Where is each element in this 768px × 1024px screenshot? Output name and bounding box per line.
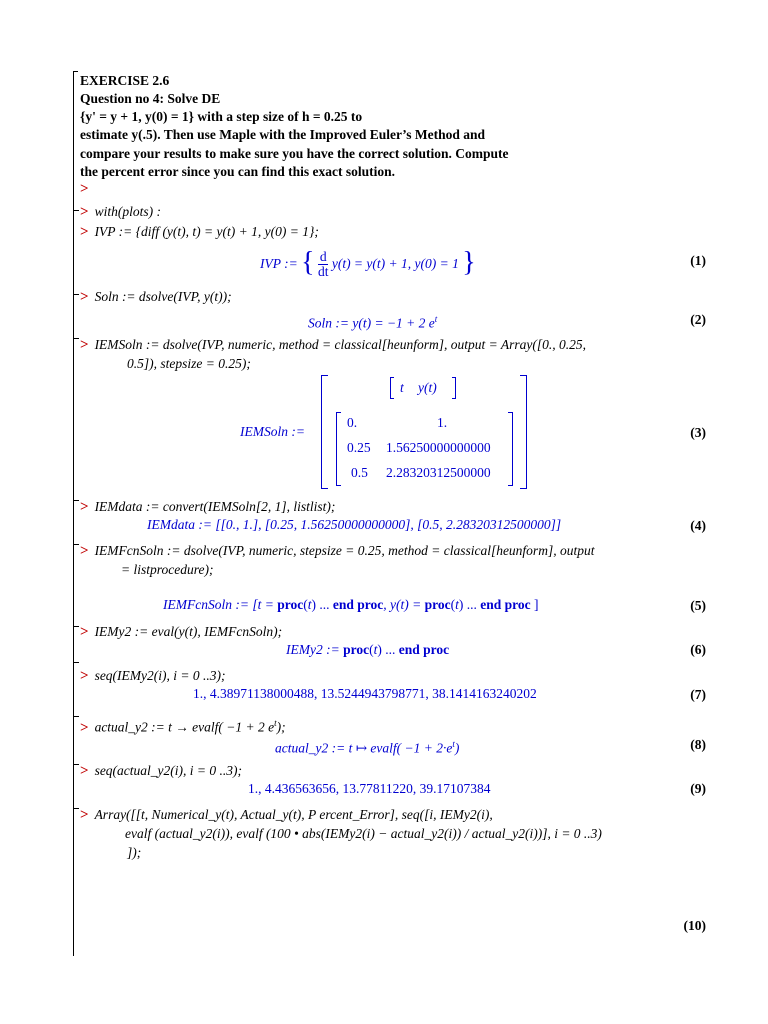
output-seq-actual: 1., 4.436563656, 13.77811220, 39.17107384 (248, 781, 491, 796)
question-text-line-1: {y' = y + 1, y(0) = 1} with a step size of h = 0.25 to (80, 109, 363, 124)
matrix-header-t: t (400, 380, 404, 395)
input-iemsoln-continued[interactable] (127, 355, 251, 373)
matrix-cell: 0. (347, 415, 358, 430)
output-lhs: IVP := (260, 256, 298, 271)
command-text: evalf (actual_y2(i)), evalf (100 • abs(IEMy2(i) − actual_y2(i)) / actual_y2(i))], i = 0 ..3) (125, 826, 602, 841)
question-text-line-3: compare your results to make sure you have the correct solution. Compute (80, 146, 509, 161)
group-bracket (73, 196, 79, 211)
output-iemdata: IEMdata := [[0., 1.], [0.25, 1.56250000000000], [0.5, 2.28320312500000]] (147, 517, 562, 532)
command-text: seq(IEMy2(i), i = 0 ..3); (94, 668, 226, 683)
input-soln[interactable]: > Soln := dsolve(IVP, y(t)); (80, 289, 232, 305)
equation-number: (3) (690, 425, 706, 440)
command-text: 0.5]), stepsize = 0.25); (127, 356, 251, 371)
equation-number: (6) (690, 642, 706, 657)
equation-number: (5) (690, 598, 706, 613)
equation-number: (7) (690, 687, 706, 702)
output-actual-y2: actual_y2 := t ↦ evalf( $-1 + 2\cdot e^t$) (275, 739, 460, 756)
empty-input-line[interactable] (80, 180, 95, 198)
input-iemsoln[interactable]: > IEMSoln := dsolve(IVP, numeric, method = classical[heunform], output = Array([0., 0.25, (80, 337, 586, 353)
input-seq-iemy2[interactable]: > seq(IEMy2(i), i = 0 ..3); (80, 668, 226, 684)
input-iemdata[interactable]: > IEMdata := convert(IEMSoln[2, 1], listlist); (80, 499, 336, 515)
exercise-title: EXERCISE 2.6 (80, 73, 170, 88)
question-text-line-2: estimate y(.5). Then use Maple with the Improved Euler’s Method and (80, 127, 485, 142)
input-seq-actual[interactable]: > seq(actual_y2(i), i = 0 ..3); (80, 763, 243, 779)
output-rhs: y(t) = y(t) + 1, y(0) = 1 (331, 256, 459, 271)
header-bracket-right (452, 377, 456, 399)
equation-number: (10) (683, 918, 706, 933)
matrix-bracket-right (520, 375, 527, 489)
command-text: IEMy2 := eval(y(t), IEMFcnSoln); (94, 624, 283, 639)
command-text: IEMdata := convert(IEMSoln[2, 1], listlist); (94, 499, 336, 514)
group-bracket (73, 612, 79, 627)
group-bracket (73, 750, 79, 765)
matrix-cell: 0.25 (347, 440, 371, 455)
input-array-continued[interactable] (125, 825, 602, 843)
output-iemfcnsoln: IEMFcnSoln := [t = proc(t) ... end proc, y(t) = proc(t) ... end proc ] (163, 597, 539, 612)
output-iemy2: IEMy2 := proc(t) ... end proc (286, 642, 450, 657)
output-seq-iemy2: 1., 4.38971138000488, 13.5244943798771, 38.1414163240202 (193, 686, 537, 701)
command-text: seq(actual_y2(i), i = 0 ..3); (94, 763, 243, 778)
matrix-bracket-left (321, 375, 328, 489)
input-with-plots[interactable]: > with(plots) : (80, 204, 161, 220)
equation-number: (2) (690, 312, 706, 327)
inner-bracket-left (336, 412, 341, 486)
matrix-cell: 1.56250000000000 (386, 440, 491, 455)
matrix-cell: 1. (437, 415, 448, 430)
derivative-denominator: dt (317, 264, 329, 280)
prompt-symbol: > (80, 181, 89, 197)
matrix-cell: 2.28320312500000 (386, 465, 491, 480)
question-title: Question no 4: Solve DE (80, 91, 221, 106)
equation-number: (1) (690, 253, 706, 268)
command-text: = listprocedure); (121, 562, 214, 577)
group-bracket (73, 486, 79, 501)
command-text: IEMSoln := dsolve(IVP, numeric, method = classical[heunform], output = Array([0., 0.25, (94, 337, 586, 352)
input-actual-y2[interactable]: > actual_y2 := t → evalf( −1 + 2 $e^t$); (80, 718, 286, 736)
group-bracket (73, 530, 79, 545)
equation-number: (4) (690, 518, 706, 533)
command-text: IEMFcnSoln := dsolve(IVP, numeric, stepsize = 0.25, method = classical[heunform], output (94, 543, 595, 558)
command-text: Array([[t, Numerical_y(t), Actual_y(t), P ercent_Error], seq([i, IEMy2(i), (94, 807, 493, 822)
input-iemy2[interactable]: > IEMy2 := eval(y(t), IEMFcnSoln); (80, 624, 283, 640)
input-ivp[interactable]: > IVP := {diff (y(t), t) = y(t) + 1, y(0) = 1}; (80, 224, 319, 240)
group-bracket (73, 280, 79, 295)
input-array-continued-2[interactable] (127, 844, 141, 862)
input-iemfcnsoln[interactable]: > IEMFcnSoln := dsolve(IVP, numeric, stepsize = 0.25, method = classical[heunform], output (80, 543, 595, 559)
equation-number: (8) (690, 737, 706, 752)
command-text: IVP := {diff (y(t), t) = y(t) + 1, y(0) = 1}; (94, 224, 319, 239)
output-soln: Soln := y(t) = −1 + 2 $e^t$ (308, 314, 438, 331)
input-array[interactable]: > Array([[t, Numerical_y(t), Actual_y(t), P ercent_Error], seq([i, IEMy2(i), (80, 807, 493, 823)
question-text-line-4: the percent error since you can find this exact solution. (80, 164, 395, 179)
derivative-numerator: d (319, 249, 327, 265)
output-ivp: IVP := { $\frac{d}{dt}$ y(t) = y(t) + 1, y(0) = 1 } (260, 246, 476, 280)
input-iemfcnsoln-continued[interactable] (121, 561, 213, 579)
group-bracket (73, 648, 79, 663)
command-text: actual_y2 := t → evalf( −1 + 2 e (94, 719, 275, 735)
matrix-header-y: y(t) (418, 380, 437, 395)
group-bracket (73, 702, 79, 717)
equation-number: (9) (690, 781, 706, 796)
command-text: ]); (127, 845, 142, 860)
command-text: Soln := dsolve(IVP, y(t)); (94, 289, 232, 304)
header-bracket-left (390, 377, 394, 399)
group-bracket (73, 794, 79, 809)
inner-bracket-right (508, 412, 513, 486)
output-iemsoln-lhs: IEMSoln := (240, 424, 305, 439)
group-bracket (73, 324, 79, 339)
matrix-cell: 0.5 (351, 465, 368, 480)
command-text: with(plots) : (94, 204, 161, 219)
